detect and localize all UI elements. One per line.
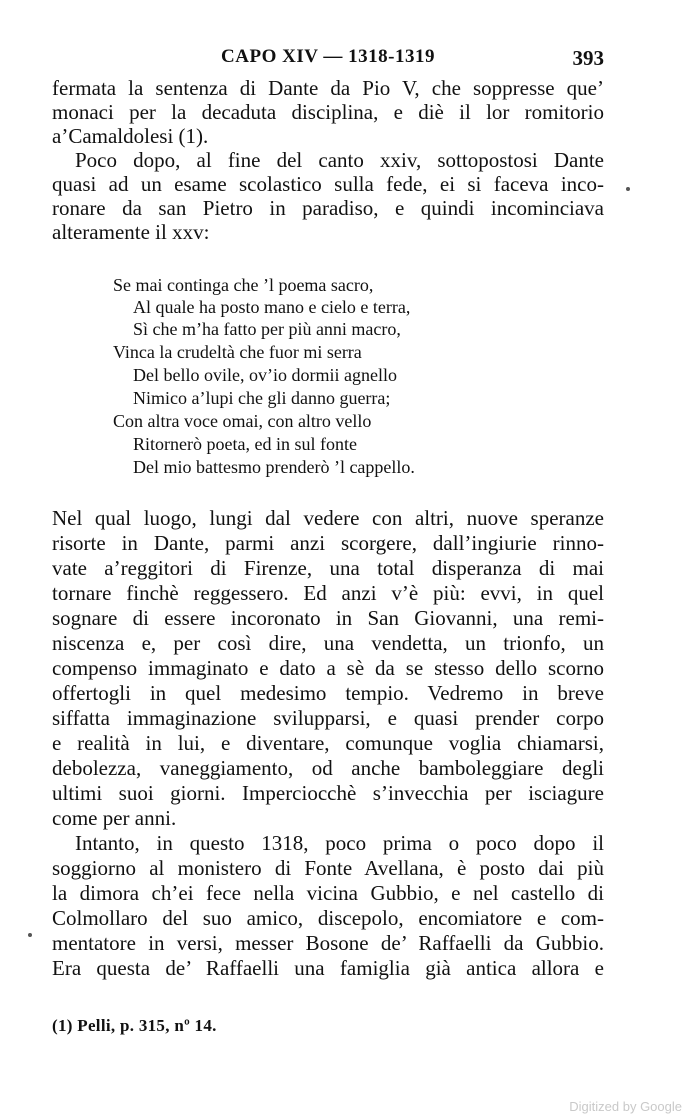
paragraph-line: fermata la sentenza di Dante da Pio V, che soppresse que’ xyxy=(52,76,604,100)
page-header xyxy=(52,46,604,74)
paragraph-line: quasi ad un esame scolastico sulla fede, ei si faceva inco- xyxy=(52,172,604,196)
paragraph-line: Intanto, in questo 1318, poco prima o poco dopo il xyxy=(75,831,604,855)
margin-mark xyxy=(626,187,630,191)
paragraph-line: ronare da san Pietro in paradiso, e quindi incominciava xyxy=(52,196,604,220)
paragraph-line: Nel qual luogo, lungi dal vedere con altri, nuove speranze xyxy=(52,506,604,530)
verse-line: Se mai continga che ’l poema sacro, xyxy=(113,275,374,295)
verse-line: Ritornerò poeta, ed in sul fonte xyxy=(133,434,357,454)
paragraph-line: risorte in Dante, parmi anzi scorgere, dall’ingiurie rinno- xyxy=(52,531,604,555)
paragraph-line: la dimora ch’ei fece nella vicina Gubbio, e nel castello di xyxy=(52,881,604,905)
paragraph-line: a’Camaldolesi (1). xyxy=(52,124,209,148)
paragraph-line: sognare di essere incoronato in San Giovanni, una remi- xyxy=(52,606,604,630)
paragraph-line: Colmollaro del suo amico, discepolo, encomiatore e com- xyxy=(52,906,604,930)
paragraph-line: vate a’reggitori di Firenze, una total disperanza di mai xyxy=(52,556,604,580)
paragraph-line: Era questa de’ Raffaelli una famiglia già antica allora e xyxy=(52,956,604,980)
paragraph-line: offertogli in quel medesimo tempio. Vedremo in breve xyxy=(52,681,604,705)
paragraph-line: monaci per la decaduta disciplina, e diè il lor romitorio xyxy=(52,100,604,124)
digitization-watermark: Digitized by Google xyxy=(569,1099,682,1114)
margin-mark xyxy=(28,933,32,937)
paragraph-line: alteramente il xxv: xyxy=(52,220,210,244)
paragraph-line: e realità in lui, e diventare, comunque voglia chiamarsi, xyxy=(52,731,604,755)
verse-line: Con altra voce omai, con altro vello xyxy=(113,411,372,431)
paragraph-line: mentatore in versi, messer Bosone de’ Raffaelli da Gubbio. xyxy=(52,931,604,955)
paragraph-line: come per anni. xyxy=(52,806,177,830)
verse-line: Nimico a’lupi che gli danno guerra; xyxy=(133,388,391,408)
footnote: (1) Pelli, p. 315, nº 14. xyxy=(52,1016,217,1035)
page-number: 393 xyxy=(572,46,604,70)
verse-line: Del bello ovile, ov’io dormii agnello xyxy=(133,365,397,385)
paragraph-line: soggiorno al monistero di Fonte Avellana, è posto dai più xyxy=(52,856,604,880)
paragraph-line: siffatta immaginazione svilupparsi, e quasi prender corpo xyxy=(52,706,604,730)
paragraph-line: tornare finchè reggessero. Ed anzi v’è più: evvi, in quel xyxy=(52,581,604,605)
verse-line: Al quale ha posto mano e cielo e terra, xyxy=(133,297,411,317)
verse-line: Del mio battesmo prenderò ’l cappello. xyxy=(133,457,415,477)
paragraph-line: Poco dopo, al fine del canto xxiv, sottopostosi Dante xyxy=(75,148,604,172)
paragraph-line: ultimi suoi giorni. Imperciocchè s’invecchia per isciagure xyxy=(52,781,604,805)
running-head: CAPO XIV — 1318-1319 xyxy=(221,46,435,67)
verse-line: Vinca la crudeltà che fuor mi serra xyxy=(113,342,362,362)
paragraph-line: debolezza, vaneggiamento, od anche bamboleggiare degli xyxy=(52,756,604,780)
paragraph-line: niscenza e, per così dire, una vendetta, un trionfo, un xyxy=(52,631,604,655)
verse-line: Sì che m’ha fatto per più anni macro, xyxy=(133,319,401,339)
paragraph-line: compenso immaginato e dato a sè da se stesso dello scorno xyxy=(52,656,604,680)
